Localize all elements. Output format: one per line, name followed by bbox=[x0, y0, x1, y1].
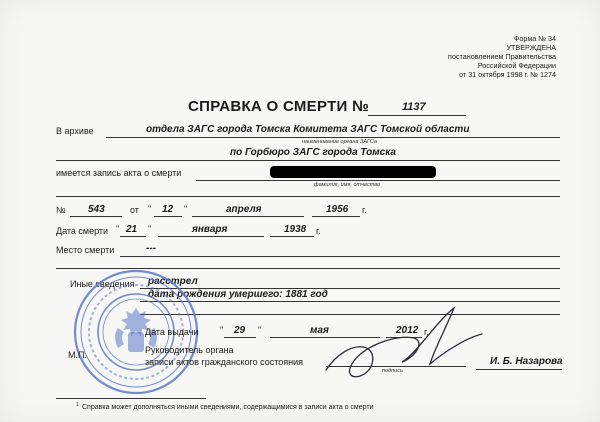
redacted-name bbox=[270, 166, 436, 178]
act-month-line bbox=[192, 216, 304, 217]
issue-year: 2012 bbox=[396, 325, 419, 336]
death-place-value: --- bbox=[146, 243, 156, 254]
issue-date-quote-open: " bbox=[220, 325, 224, 335]
archive-value: отдела ЗАГС города Томска Комитета ЗАГС Томской области bbox=[146, 124, 470, 135]
death-year-suffix: г. bbox=[316, 226, 321, 236]
issue-day: 29 bbox=[234, 325, 246, 336]
federation-line: Российской Федерации bbox=[477, 61, 556, 70]
handwritten-signature bbox=[318, 298, 488, 388]
death-year: 1938 bbox=[284, 224, 307, 235]
death-place-line bbox=[120, 256, 560, 257]
seal-place-label: М.П. bbox=[68, 350, 87, 360]
death-day-line bbox=[120, 236, 146, 237]
act-day: 12 bbox=[162, 204, 174, 215]
signature-caption: подпись bbox=[382, 368, 403, 374]
signer-name: И. Б. Назарова bbox=[490, 356, 563, 367]
act-year-suffix: г. bbox=[362, 205, 367, 215]
certificate-number: 1137 bbox=[402, 101, 426, 113]
issue-month: мая bbox=[310, 325, 329, 336]
record-label: имеется запись акта о смерти bbox=[56, 168, 182, 178]
issue-date-quote-close: " bbox=[258, 325, 262, 335]
footnote-text: Справка может дополняться иными сведениями, содержащимися в записи акта о смерти bbox=[82, 404, 374, 411]
death-month-line bbox=[158, 236, 264, 237]
act-day-line bbox=[154, 216, 182, 217]
certificate-number-line bbox=[368, 115, 466, 116]
archive-value-2: по Горбюро ЗАГС города Томска bbox=[230, 147, 396, 158]
footnote-mark: 1 bbox=[76, 402, 79, 408]
archive-line bbox=[106, 137, 560, 138]
death-date-quote-open: " bbox=[116, 224, 120, 234]
form-number: Форма № 34 bbox=[513, 34, 556, 43]
document-title: СПРАВКА О СМЕРТИ № bbox=[188, 98, 370, 115]
act-month: апреля bbox=[226, 204, 262, 215]
act-year-line bbox=[312, 216, 360, 217]
act-number-label: № bbox=[56, 205, 66, 215]
death-month: января bbox=[192, 224, 228, 235]
act-year: 1956 bbox=[326, 204, 349, 215]
record-caption: фамилия, имя, отчество bbox=[314, 182, 381, 188]
death-day: 21 bbox=[126, 224, 138, 235]
signer-name-line bbox=[476, 369, 562, 370]
death-place-label: Место смерти bbox=[56, 245, 115, 255]
signer-role-2: записи актов гражданского состояния bbox=[145, 357, 303, 367]
record-line bbox=[196, 180, 560, 181]
act-number: 543 bbox=[88, 204, 105, 215]
issue-date-label: Дата выдачи bbox=[145, 327, 199, 337]
issue-year-suffix: г. bbox=[424, 327, 429, 337]
death-date-label: Дата смерти bbox=[56, 226, 109, 236]
archive-label: В архиве bbox=[56, 126, 94, 136]
other-info-value-1: расстрел bbox=[148, 276, 198, 287]
approved-label: УТВЕРЖДЕНА bbox=[506, 43, 556, 52]
other-info-label: Иные сведения bbox=[70, 279, 135, 289]
act-number-line bbox=[70, 216, 122, 217]
signer-role-1: Руководитель органа bbox=[145, 345, 234, 355]
act-quote-open: " bbox=[148, 204, 152, 214]
act-from-label: от bbox=[130, 205, 139, 215]
record-line-2 bbox=[56, 196, 560, 197]
archive-caption: наименование органа ЗАГСа bbox=[302, 139, 377, 145]
act-quote-close: " bbox=[184, 204, 188, 214]
death-year-line bbox=[270, 236, 314, 237]
death-date-quote-close: " bbox=[148, 224, 152, 234]
archive-line-2 bbox=[56, 160, 560, 161]
form-header bbox=[448, 34, 556, 79]
footnote-separator bbox=[56, 398, 206, 399]
decree-line: постановлением Правительства bbox=[448, 52, 556, 61]
other-info-value-2: дата рождения умершего: 1881 год bbox=[148, 289, 328, 300]
decree-date-line: от 31 октября 1998 г. № 1274 bbox=[459, 70, 556, 79]
issue-day-line bbox=[224, 337, 256, 338]
